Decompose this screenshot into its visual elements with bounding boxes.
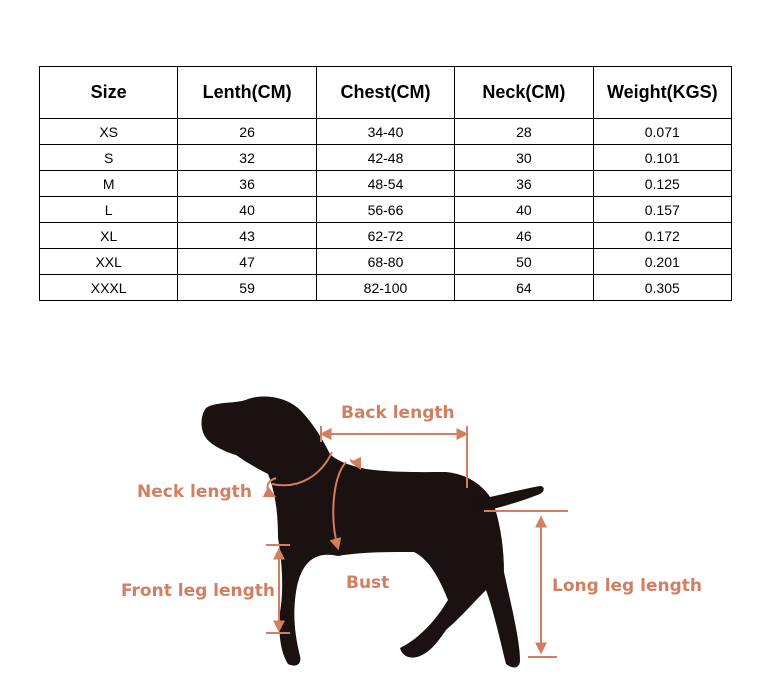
dog-measurement-diagram — [0, 330, 777, 688]
dog-silhouette — [202, 396, 544, 667]
table-row — [40, 145, 732, 171]
column-header-neck: Neck(CM) — [455, 67, 593, 119]
cell-neck: 46 — [455, 223, 593, 249]
cell-chest: 82-100 — [316, 275, 454, 301]
cell-size: L — [40, 197, 178, 223]
cell-size: XXXL — [40, 275, 178, 301]
cell-length: 32 — [178, 145, 316, 171]
cell-length: 40 — [178, 197, 316, 223]
cell-chest: 42-48 — [316, 145, 454, 171]
table-row — [40, 275, 732, 301]
front-leg-length-label: Front leg length — [121, 581, 276, 601]
cell-weight: 0.125 — [593, 171, 731, 197]
cell-weight: 0.305 — [593, 275, 731, 301]
back-length-label: Back length — [341, 403, 455, 423]
cell-neck: 50 — [455, 249, 593, 275]
cell-chest: 48-54 — [316, 171, 454, 197]
cell-neck: 36 — [455, 171, 593, 197]
cell-weight: 0.201 — [593, 249, 731, 275]
cell-weight: 0.101 — [593, 145, 731, 171]
cell-chest: 34-40 — [316, 119, 454, 145]
cell-neck: 40 — [455, 197, 593, 223]
cell-weight: 0.157 — [593, 197, 731, 223]
cell-length: 47 — [178, 249, 316, 275]
table-row — [40, 249, 732, 275]
cell-chest: 68-80 — [316, 249, 454, 275]
size-chart-table — [39, 66, 732, 301]
cell-length: 26 — [178, 119, 316, 145]
cell-length: 59 — [178, 275, 316, 301]
neck-length-label: Neck length — [137, 482, 252, 502]
cell-weight: 0.071 — [593, 119, 731, 145]
column-header-size: Size — [40, 67, 178, 119]
table-header-row — [40, 67, 732, 119]
table-row — [40, 197, 732, 223]
cell-chest: 56-66 — [316, 197, 454, 223]
bust-label: Bust — [346, 573, 390, 593]
table-row — [40, 223, 732, 249]
cell-neck: 28 — [455, 119, 593, 145]
cell-size: XL — [40, 223, 178, 249]
table-row — [40, 119, 732, 145]
long-leg-length-label: Long leg length — [552, 576, 703, 596]
column-header-chest: Chest(CM) — [316, 67, 454, 119]
column-header-length: Lenth(CM) — [178, 67, 316, 119]
cell-neck: 64 — [455, 275, 593, 301]
cell-size: XS — [40, 119, 178, 145]
cell-neck: 30 — [455, 145, 593, 171]
cell-size: S — [40, 145, 178, 171]
cell-length: 36 — [178, 171, 316, 197]
column-header-weight: Weight(KGS) — [593, 67, 731, 119]
cell-length: 43 — [178, 223, 316, 249]
table-row — [40, 171, 732, 197]
cell-chest: 62-72 — [316, 223, 454, 249]
cell-size: M — [40, 171, 178, 197]
cell-size: XXL — [40, 249, 178, 275]
cell-weight: 0.172 — [593, 223, 731, 249]
